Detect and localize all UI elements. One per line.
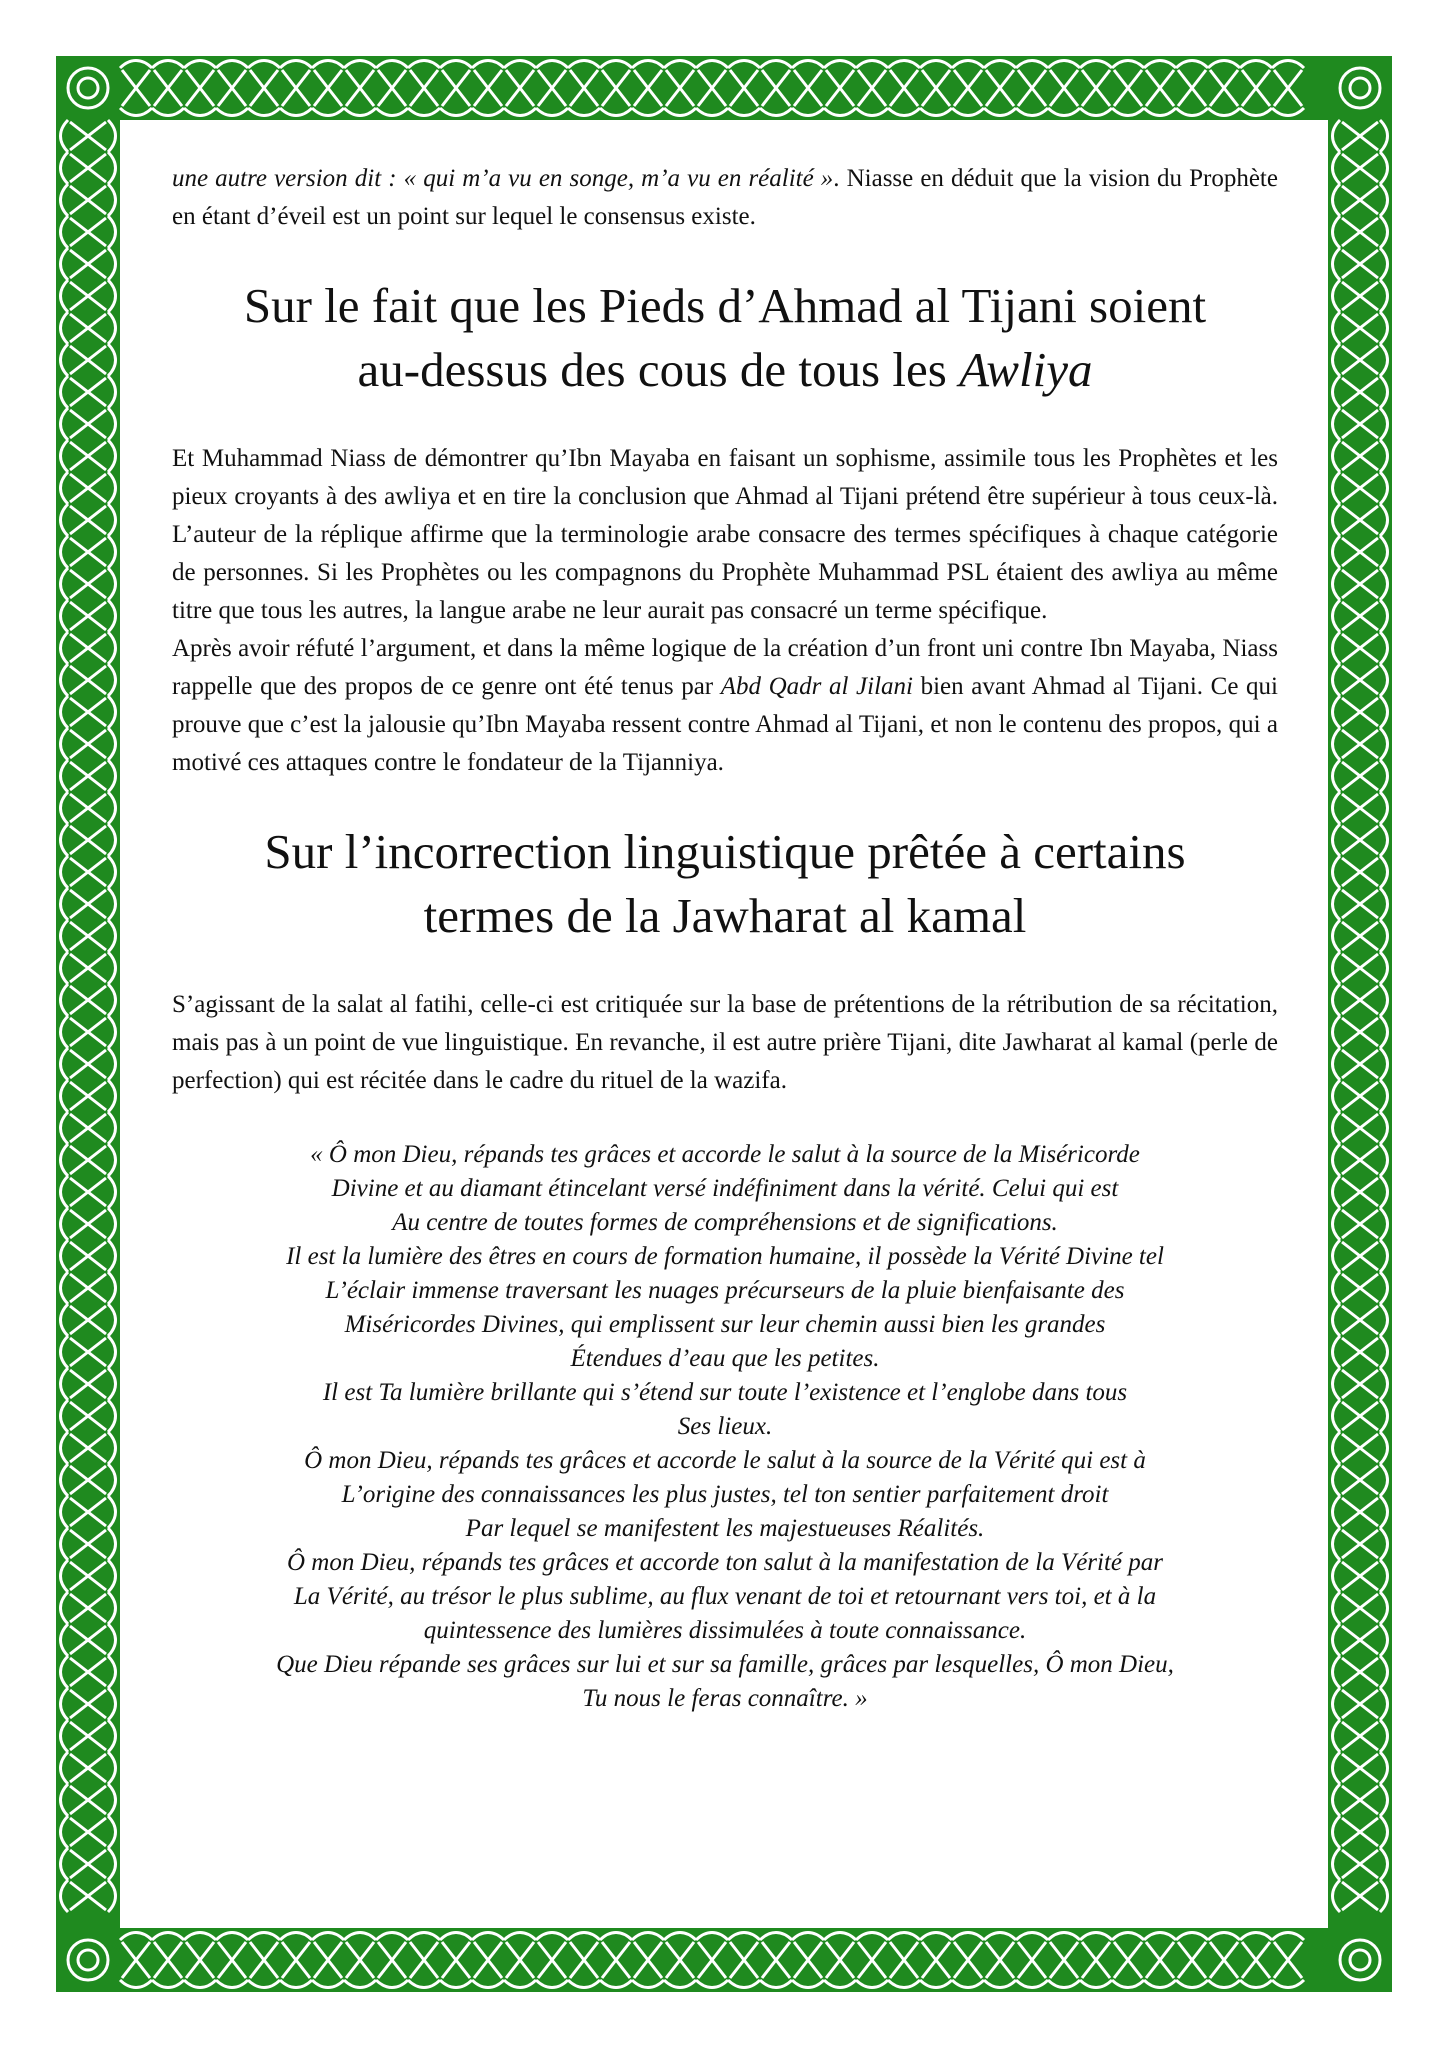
section1-heading-line2 [172, 338, 1278, 402]
quote-line: Que Dieu répande ses grâces sur lui et sur sa famille, grâces par lesquelles, Ô mon Dieu, [276, 1651, 1174, 1678]
section2-paragraph: S’agissant de la salat al fatihi, celle-ci est critiquée sur la base de prétentions de la rétribution de sa récitation, mais pas à un point de vue linguistique. En revanche, il est autre prière Tijani, dite Jawharat al kamal (perle de perfection) qui est récitée dans le cadre du rituel de la wazifa. [172, 991, 1278, 1094]
section2-heading-line2: termes de la Jawharat al kamal [423, 888, 1027, 943]
section2-heading [172, 820, 1278, 948]
quote-line: Étendues d’eau que les petites. [570, 1345, 880, 1372]
quote-line: L’origine des connaissances les plus justes, tel ton sentier parfaitement droit [341, 1481, 1109, 1508]
prayer-quote [172, 1138, 1278, 1716]
quote-line: La Vérité, au trésor le plus sublime, au flux venant de toi et retournant vers toi, et à la [293, 1583, 1157, 1610]
quote-line: Ô mon Dieu, répands tes grâces et accorde ton salut à la manifestation de la Vérité par [286, 1549, 1164, 1576]
quote-line: Divine et au diamant étincelant versé indéfiniment dans la vérité. Celui qui est [331, 1175, 1119, 1202]
quote-line: quintessence des lumières dissimulées à toute connaissance. [423, 1617, 1027, 1644]
quote-line: L’éclair immense traversant les nuages précurseurs de la pluie bienfaisante des [325, 1277, 1125, 1304]
intro-quote: une autre version dit : « qui m’a vu en songe, m’a vu en réalité » [172, 165, 834, 192]
quote-line: « Ô mon Dieu, répands tes grâces et accorde le salut à la source de la Miséricorde [310, 1141, 1140, 1168]
quote-line: Il est la lumière des êtres en cours de formation humaine, il possède la Vérité Divine tel [286, 1243, 1164, 1270]
intro-rest: . Niasse en déduit que la vision du Prophète en étant d’éveil est un point sur lequel le consensus existe. [172, 165, 1278, 230]
intro-paragraph [172, 160, 1278, 236]
quote-line: Ses lieux. [677, 1413, 773, 1440]
quote-line: Ô mon Dieu, répands tes grâces et accorde le salut à la source de la Vérité qui est à [304, 1447, 1146, 1474]
section1-heading [172, 274, 1278, 402]
section2-heading-line1: Sur l’incorrection linguistique prêtée à certains [264, 824, 1186, 879]
section1-heading-line1: Sur le fait que les Pieds d’Ahmad al Tijani soient [243, 278, 1207, 333]
section1-paragraph2 [172, 630, 1278, 782]
section1-heading-awliya: Awliya [959, 342, 1093, 397]
document-page [172, 160, 1278, 1716]
quote-line: Par lequel se manifestent les majestueuses Réalités. [465, 1515, 985, 1542]
section1-paragraph2-start: Après avoir réfuté l’argument, et dans la même logique de la création d’un front uni contre Ibn Mayaba, Niass rappelle que des propos de ce genre ont été tenus par [172, 635, 1278, 700]
quote-line: Tu nous le feras connaître. » [582, 1685, 868, 1712]
section1-paragraph1: Et Muhammad Niass de démontrer qu’Ibn Mayaba en faisant un sophisme, assimile tous les Prophètes et les pieux croyants à des awliya et en tire la conclusion que Ahmad al Tijani prétend être supérieur à tous ceux-là. L’auteur de la réplique affirme que la terminologie arabe consacre des termes spécifiques à chaque catégorie de personnes. Si les Prophètes ou les compagnons du Prophète Muhammad PSL étaient des awliya au même titre que tous les autres, la langue arabe ne leur aurait pas consacré un terme spécifique. [172, 445, 1278, 624]
section1-paragraph2-name: Abd Qadr al Jilani [720, 673, 913, 700]
quote-line: Au centre de toutes formes de compréhensions et de significations. [392, 1209, 1058, 1236]
section1-heading-line2-text: au-dessus des cous de tous les [357, 342, 960, 397]
section1-paragraph2-end: bien avant Ahmad al Tijani. Ce qui prouve que c’est la jalousie qu’Ibn Mayaba ressent contre Ahmad al Tijani, et non le contenu des propos, qui a motivé ces attaques contre le fondateur de la Tijanniya. [172, 673, 1278, 776]
quote-line: Miséricordes Divines, qui emplissent sur leur chemin aussi bien les grandes [344, 1311, 1106, 1338]
quote-line: Il est Ta lumière brillante qui s’étend sur toute l’existence et l’englobe dans tous [322, 1379, 1128, 1406]
